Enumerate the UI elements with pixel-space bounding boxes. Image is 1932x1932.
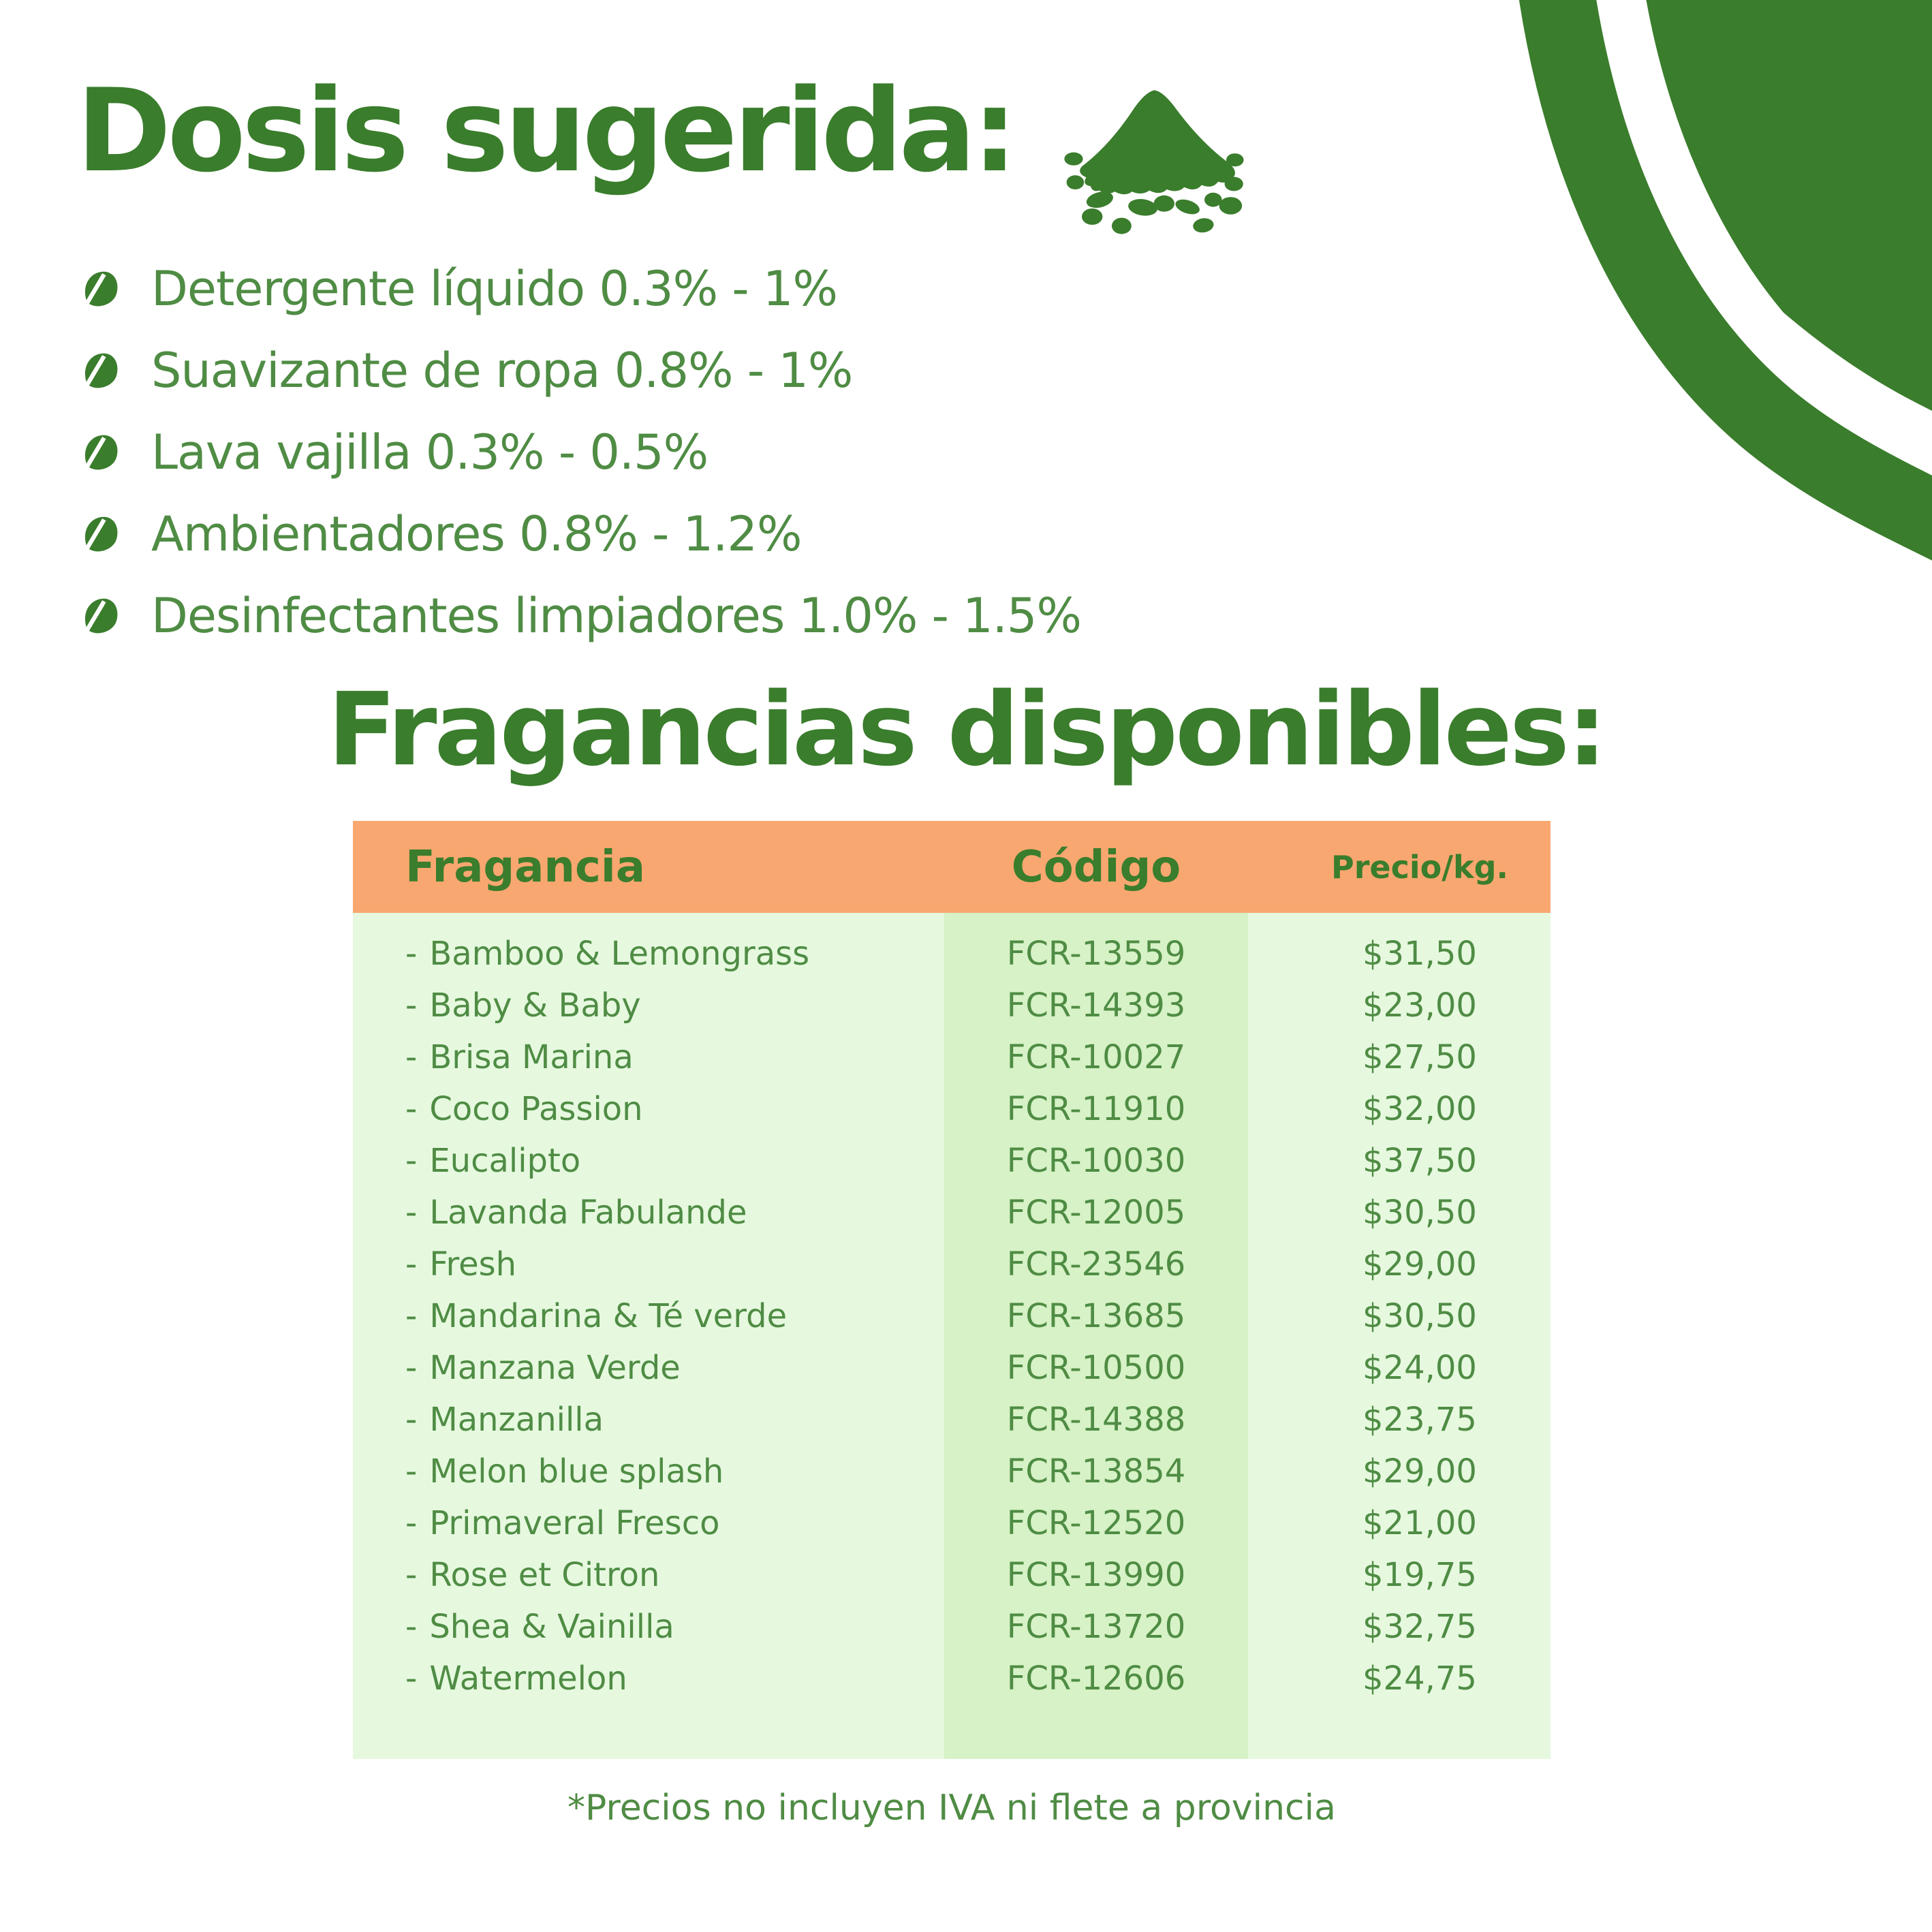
fragrance-name: Shea & Vainilla [429,1608,674,1646]
fragrance-price: $31,50 [1362,935,1477,973]
dosage-text: Suavizante de ropa 0.8% - 1% [151,343,853,399]
dosage-list [80,260,1081,669]
row-dash: - [405,1038,418,1076]
title-row [76,65,1278,244]
fragrance-name: Manzanilla [429,1401,604,1439]
column-header-precio: Precio/kg. [1330,848,1509,886]
fragrance-name-cell [353,1349,944,1387]
fragrance-price: $37,50 [1362,1142,1477,1180]
leaf-icon [80,433,120,472]
fragrance-code: FCR-11910 [1006,1090,1186,1128]
row-dash: - [405,1297,418,1335]
row-dash: - [405,1142,418,1180]
fragrance-name: Lavanda Fabulande [429,1194,747,1232]
fragrance-name-cell [353,1452,944,1491]
fragrance-name-cell [353,1297,944,1335]
table-row [353,1342,1551,1394]
leaf-icon [80,596,120,636]
fragrance-code: FCR-13990 [1006,1556,1186,1594]
price-disclaimer: *Precios no incluyen IVA ni flete a provincia [567,1788,1336,1828]
fragrance-name-cell [353,1038,944,1076]
fragrance-name: Bamboo & Lemongrass [429,935,810,973]
fragrance-price: $24,75 [1362,1660,1477,1698]
fragrance-name: Watermelon [429,1660,627,1698]
leaf-icon [80,269,120,309]
table-row [353,1497,1551,1549]
fragrance-rows [353,928,1551,1704]
row-dash: - [405,1504,418,1542]
table-header [353,821,1551,913]
dosage-list-item [80,505,1081,563]
fragrance-price: $24,00 [1362,1349,1477,1387]
leaf-icon [80,351,120,390]
table-row [353,928,1551,980]
fragrance-name: Melon blue splash [429,1452,724,1491]
dosage-list-item [80,260,1081,317]
fragrance-name-cell [353,1608,944,1646]
row-dash: - [405,1245,418,1283]
powder-pile-icon [1049,69,1278,244]
fragrance-name: Fresh [429,1245,517,1283]
fragrance-name-cell [353,986,944,1025]
fragrance-code: FCR-13854 [1006,1452,1186,1491]
fragrance-price: $32,75 [1362,1608,1477,1646]
table-row [353,1031,1551,1083]
table-row [353,980,1551,1031]
fragrance-name: Baby & Baby [429,986,641,1025]
table-row [353,1446,1551,1497]
fragrance-code: FCR-13720 [1006,1608,1186,1646]
fragrance-name-cell [353,1556,944,1594]
fragrance-code: FCR-12606 [1006,1660,1186,1698]
fragrance-name-cell [353,1090,944,1128]
row-dash: - [405,935,418,973]
fragrance-code: FCR-13559 [1006,935,1186,973]
fragrance-price: $29,00 [1362,1245,1477,1283]
fragrance-name-cell [353,1401,944,1439]
fragrance-price: $23,00 [1362,986,1477,1025]
fragrance-name-cell [353,1504,944,1542]
row-dash: - [405,986,418,1025]
table-row [353,1601,1551,1653]
fragrance-name: Eucalipto [429,1142,581,1180]
fragrance-code: FCR-23546 [1006,1245,1186,1283]
fragrance-price: $30,50 [1362,1297,1477,1335]
fragrance-price: $32,00 [1362,1090,1477,1128]
row-dash: - [405,1608,418,1646]
fragrance-name-cell [353,935,944,973]
dosage-list-item [80,424,1081,481]
fragrance-code: FCR-12520 [1006,1504,1186,1542]
fragrance-code: FCR-10027 [1006,1038,1186,1076]
row-dash: - [405,1349,418,1387]
fragrance-name: Mandarina & Té verde [429,1297,788,1335]
fragrance-name: Manzana Verde [429,1349,681,1387]
row-dash: - [405,1401,418,1439]
row-dash: - [405,1452,418,1491]
fragrance-code: FCR-10030 [1006,1142,1186,1180]
fragrance-name: Primaveral Fresco [429,1504,720,1542]
row-dash: - [405,1556,418,1594]
dosage-list-item [80,587,1081,644]
fragrance-name-cell [353,1245,944,1283]
dosage-text: Ambientadores 0.8% - 1.2% [151,506,802,562]
table-row [353,1549,1551,1601]
fragrance-price: $30,50 [1362,1194,1477,1232]
fragrance-code: FCR-10500 [1006,1349,1186,1387]
fragrance-name-cell [353,1142,944,1180]
fragrance-name-cell [353,1660,944,1698]
table-row [353,1653,1551,1704]
fragrance-name-cell [353,1194,944,1232]
leaf-icon [80,514,120,554]
fragrance-price: $29,00 [1362,1452,1477,1491]
table-row [353,1135,1551,1187]
table-row [353,1290,1551,1342]
fragrances-heading: Fragancias disponibles: [327,671,1605,788]
fragrance-name: Rose et Citron [429,1556,660,1594]
fragrance-code: FCR-13685 [1006,1297,1186,1335]
dosage-list-item [80,342,1081,399]
fragrances-table [353,821,1551,1759]
column-header-codigo: Código [1011,841,1181,892]
fragrance-price: $23,75 [1362,1401,1477,1439]
fragrance-price: $21,00 [1362,1504,1477,1542]
fragrance-price: $19,75 [1362,1556,1477,1594]
table-row [353,1187,1551,1238]
fragrance-code: FCR-14393 [1006,986,1186,1025]
fragrance-name: Brisa Marina [429,1038,634,1076]
row-dash: - [405,1660,418,1698]
row-dash: - [405,1090,418,1128]
dosage-text: Lava vajilla 0.3% - 0.5% [151,424,708,480]
table-row [353,1083,1551,1135]
row-dash: - [405,1194,418,1232]
column-header-fragancia: Fragancia [405,841,645,892]
page-title: Dosis sugerida: [76,64,1014,198]
table-body [353,913,1551,1759]
dosage-text: Desinfectantes limpiadores 1.0% - 1.5% [151,588,1081,644]
table-row [353,1238,1551,1290]
fragrance-code: FCR-12005 [1006,1194,1186,1232]
table-row [353,1394,1551,1446]
fragrance-price: $27,50 [1362,1038,1477,1076]
fragrance-name: Coco Passion [429,1090,643,1128]
fragrance-code: FCR-14388 [1006,1401,1186,1439]
corner-swoosh-decoration [1482,0,1932,599]
dosage-text: Detergente líquido 0.3% - 1% [151,261,837,317]
